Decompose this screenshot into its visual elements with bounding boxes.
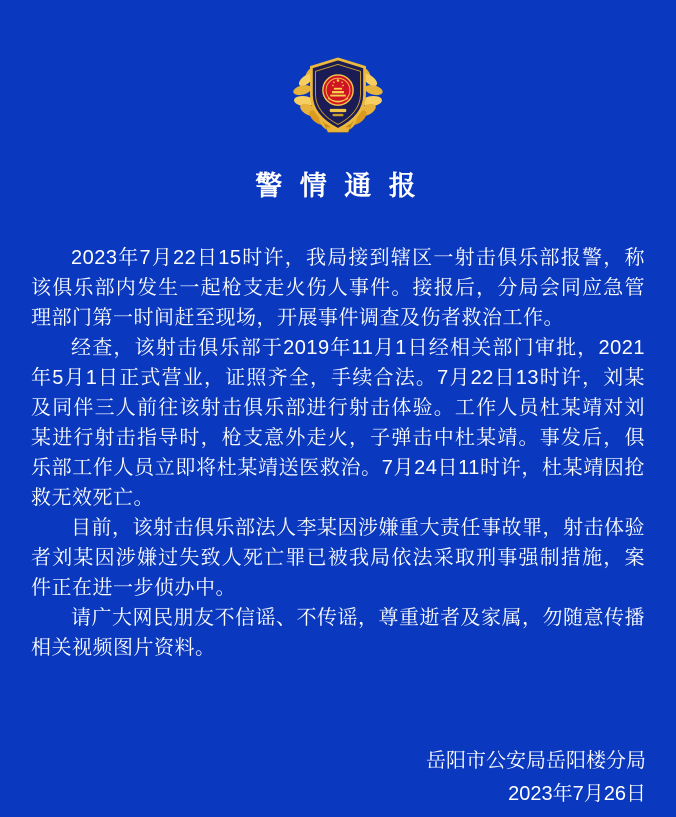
signature-date: 2023年7月26日	[508, 783, 646, 805]
police-badge-icon	[292, 47, 384, 135]
notice-paragraph: 目前，该射击俱乐部法人李某因涉嫌重大责任事故罪，射击体验者刘某因涉嫌过失致人死亡罪已被我局依法采取刑事强制措施，案件正在进一步侦办中。	[31, 517, 645, 599]
signature-issuer: 岳阳市公安局岳阳楼分局	[426, 750, 646, 772]
signature-block	[0, 745, 646, 811]
notice-paragraph: 经查，该射击俱乐部于2019年11月1日经相关部门审批，2021年5月1日正式营业，证照齐全，手续合法。7月22日13时许，刘某及同伴三人前往该射击俱乐部进行射击体验。工作人员杜某靖对刘某进行射击指导时，枪支意外走火，子弹击中杜某靖。事发后，俱乐部工作人员立即将杜某靖送医救治。7月24日11时许，杜某靖因抢救无效死亡。	[31, 337, 645, 509]
notice-paragraph: 请广大网民朋友不信谣、不传谣，尊重逝者及家属，勿随意传播相关视频图片资料。	[31, 607, 645, 659]
notice-body	[31, 243, 645, 663]
notice-title: 警 情 通 报	[255, 171, 421, 201]
notice-paragraph: 2023年7月22日15时许，我局接到辖区一射击俱乐部报警，称该俱乐部内发生一起枪支走火伤人事件。接报后，分局会同应急管理部门第一时间赶至现场，开展事件调查及伤者救治工作。	[31, 247, 645, 329]
